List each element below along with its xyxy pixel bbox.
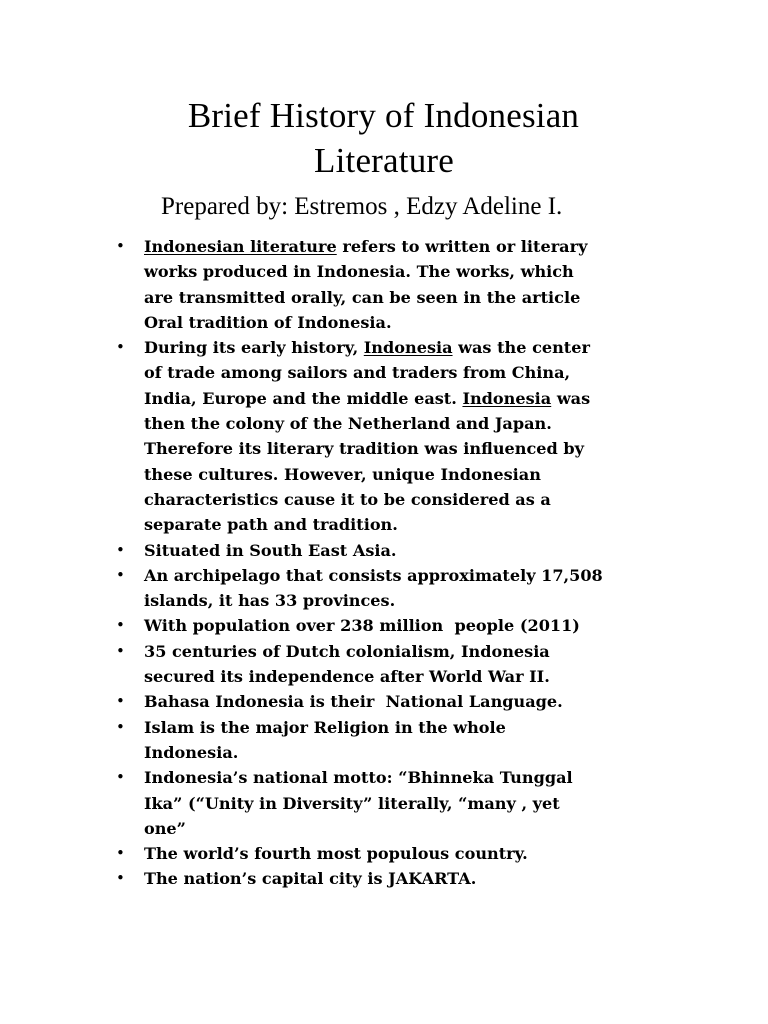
list-item [116,538,676,563]
text-line: then the colony of the Netherland and Japan. [144,414,552,434]
bullet-icon: • [116,616,125,635]
bullet-icon: • [116,869,125,888]
text-line: one” [144,818,186,838]
text-line: Oral tradition of Indonesia. [144,312,392,332]
bullet-icon: • [116,844,125,863]
text-line: 35 centuries of Dutch colonialism, Indonesia [144,641,550,661]
text-fragment: During its early history, [144,338,364,358]
bullet-icon: • [116,717,125,736]
text-line [144,234,676,259]
author-line: Prepared by: Estremos , Edzy Adeline I. [161,193,563,220]
text-line: these cultures. However, unique Indonesian [144,464,541,484]
text-line: The world’s fourth most populous country. [144,844,528,864]
bullet-icon: • [116,641,125,660]
text-line [144,335,676,360]
bullet-icon: • [116,540,125,559]
list-item [116,866,676,891]
text-line: of trade among sailors and traders from China, [144,363,571,383]
text-fragment: refers to written or literary [336,237,588,256]
text-line: works produced in Indonesia. The works, which [144,262,574,282]
text-fragment: India, Europe and the middle east. [144,388,463,408]
text-line: Islam is the major Religion in the whole [144,717,506,737]
bullet-icon: • [116,692,125,711]
text-line: Therefore its literary tradition was influenced by [144,439,584,459]
bullet-icon: • [116,768,125,787]
text-line: secured its independence after World War II. [144,667,550,687]
text-line: Indonesia’s national motto: “Bhinneka Tunggal [144,768,573,788]
list-item [116,639,676,690]
facts-list [116,234,676,892]
text-line: separate path and tradition. [144,515,398,535]
list-item [116,563,676,614]
link-indonesia[interactable]: Indonesia [462,388,552,408]
text-fragment: was the center [452,338,590,358]
text-line: With population over 238 million people (2011) [144,616,580,636]
text-fragment: was [551,388,591,408]
title-line-2: Literature [314,141,454,180]
text-line: An archipelago that consists approximately 17,508 [144,565,603,585]
text-line: Situated in South East Asia. [144,540,397,560]
list-item [116,841,676,866]
page-title [0,93,768,183]
text-line [144,386,676,411]
list-item [116,765,676,841]
title-line-1: Brief History of Indonesian [187,96,580,135]
text-line: islands, it has 33 provinces. [144,591,396,611]
list-item [116,234,676,335]
bullet-icon: • [116,565,125,584]
link-indonesian-literature[interactable]: Indonesian literature [144,237,337,256]
text-line: The nation’s capital city is JAKARTA. [144,869,477,889]
list-item [116,715,676,766]
link-indonesia[interactable]: Indonesia [363,338,453,358]
list-item [116,689,676,714]
text-line: characteristics cause it to be considered as a [144,489,551,509]
bullet-icon: • [116,237,125,255]
list-item [116,335,676,537]
bullet-icon: • [116,338,125,357]
text-line: Indonesia. [144,742,239,762]
text-line: Ika” (“Unity in Diversity” literally, “many , yet [144,793,560,813]
text-line: Bahasa Indonesia is their National Language. [144,692,563,712]
text-line: are transmitted orally, can be seen in the article [144,287,581,307]
list-item [116,613,676,638]
